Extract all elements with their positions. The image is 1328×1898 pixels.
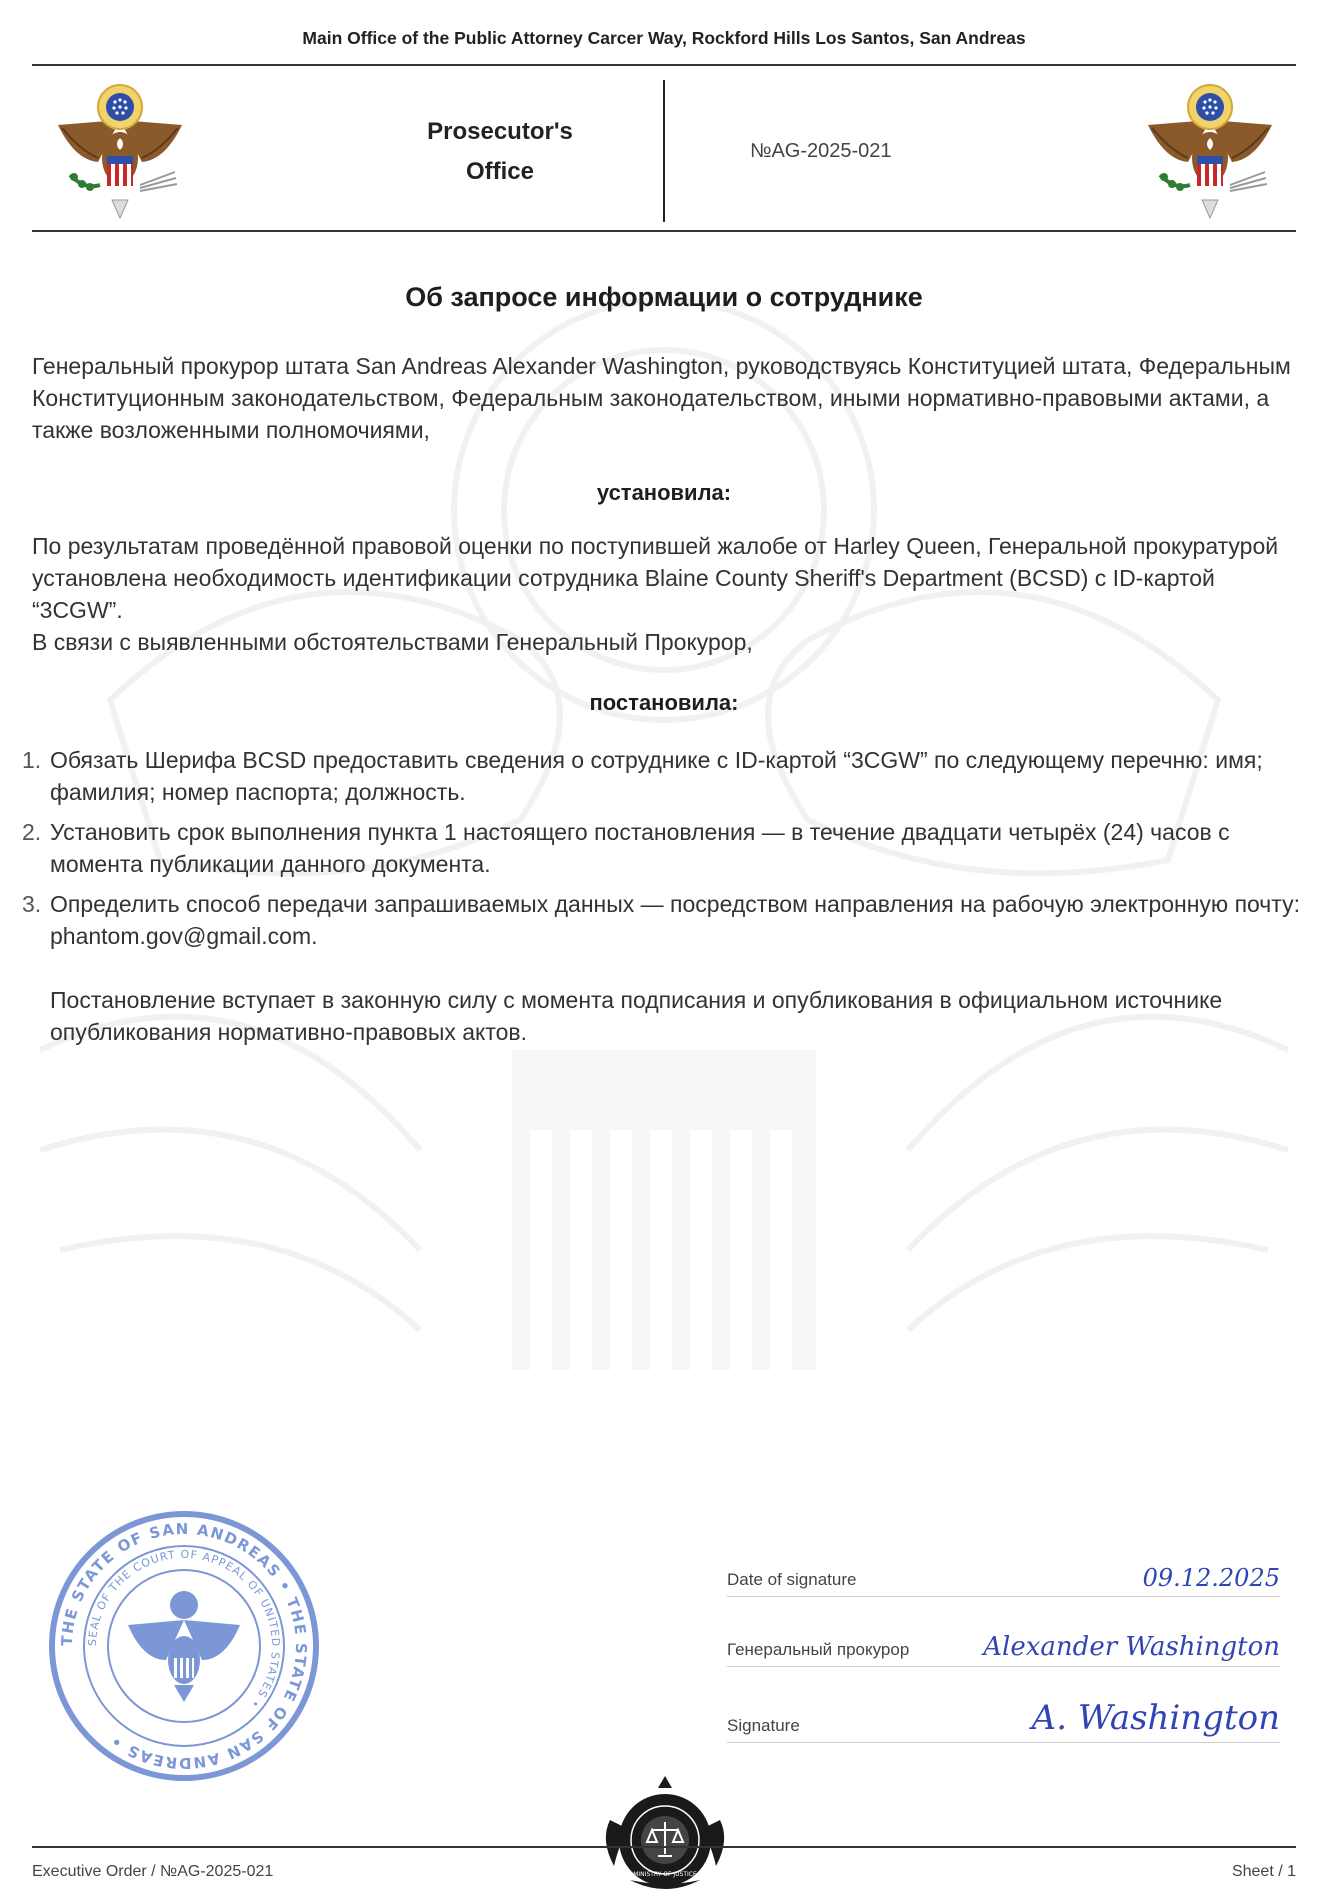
resolution-item-3: [22, 888, 1302, 952]
document-number: №AG-2025-021: [750, 140, 892, 162]
eagle-emblem-right: [1140, 80, 1280, 225]
signature-row: [727, 1698, 1280, 1743]
emblem-label: MINISTRY OF JUSTICE: [633, 1871, 697, 1878]
ministry-of-justice-emblem: [600, 1770, 730, 1898]
item-text: Определить способ передачи запрашиваемых данных — посредством направления на рабочую электронную почту: phantom.gov@gmail.com.: [50, 891, 1300, 949]
findings-paragraph: По результатам проведённой правовой оценки по поступившей жалобе от Harley Queen, Генеральной прокуратурой установлена необходимость идентификации сотрудника Blaine County Sheriff's Department (BCSD) с ID-картой “3CGW”.: [32, 533, 1279, 623]
footer-rule: [32, 1846, 1296, 1848]
office-name-line2: Office: [465, 158, 534, 185]
resolution-item-2: [22, 816, 1302, 880]
item-number: 2.: [22, 819, 42, 845]
seal-inner-text: SEAL OF THE COURT OF APPEAL OF UNITED STATES •: [85, 1547, 283, 1711]
office-name: [395, 112, 605, 192]
court-seal-stamp: [48, 1510, 320, 1782]
date-label: Date of signature: [727, 1570, 857, 1589]
closing-paragraph: Постановление вступает в законную силу с момента подписания и опубликования в официальном источнике опубликования нормативно-правовых актов.: [50, 987, 1223, 1045]
findings-conclusion: В связи с выявленными обстоятельствами Генеральный Прокурор,: [32, 629, 753, 655]
established-heading: установила:: [596, 480, 732, 505]
prosecutor-row: [727, 1626, 1280, 1667]
seal-outer-text: THE STATE OF SAN ANDREAS • THE STATE OF SAN ANDREAS •: [57, 1519, 311, 1773]
signature-label: Signature: [727, 1716, 800, 1735]
date-value: 09.12.2025: [1142, 1564, 1280, 1592]
resolved-heading: постановила:: [589, 690, 739, 715]
prosecutor-label: Генеральный прокурор: [727, 1640, 910, 1659]
footer-order-number: Executive Order / №AG-2025-021: [32, 1863, 274, 1880]
signature-handwritten: A. Washington: [1031, 1698, 1280, 1738]
header-bottom-rule: [32, 230, 1296, 232]
intro-paragraph: Генеральный прокурор штата San Andreas Alexander Washington, руководствуясь Конституцией штата, Федеральным Конституционным законодательством, Федеральным законодательством, иными нормативно-правовыми актами, а также возложенными полномочиями,: [32, 353, 1291, 443]
office-name-line1: Prosecutor's: [427, 118, 573, 145]
office-address: Main Office of the Public Attorney Carcer Way, Rockford Hills Los Santos, San Andreas: [302, 28, 1026, 48]
eagle-emblem-left: [50, 80, 190, 225]
footer-sheet-number: Sheet / 1: [1231, 1863, 1296, 1880]
header-divider: [663, 80, 665, 222]
item-number: 3.: [22, 891, 42, 917]
item-text: Установить срок выполнения пункта 1 настоящего постановления — в течение двадцати четырёх (24) часов с момента публикации данного документа.: [50, 819, 1230, 877]
date-of-signature-row: [727, 1556, 1280, 1597]
prosecutor-name: Alexander Washington: [983, 1632, 1280, 1662]
header-top-rule: [32, 64, 1296, 66]
item-number: 1.: [22, 747, 42, 773]
item-text: Обязать Шерифа BCSD предоставить сведения о сотруднике с ID-картой “3CGW” по следующему перечню: имя; фамилия; номер паспорта; должность.: [50, 747, 1263, 805]
document-title: Об запросе информации о сотруднике: [405, 282, 923, 312]
resolution-item-1: [22, 744, 1302, 808]
